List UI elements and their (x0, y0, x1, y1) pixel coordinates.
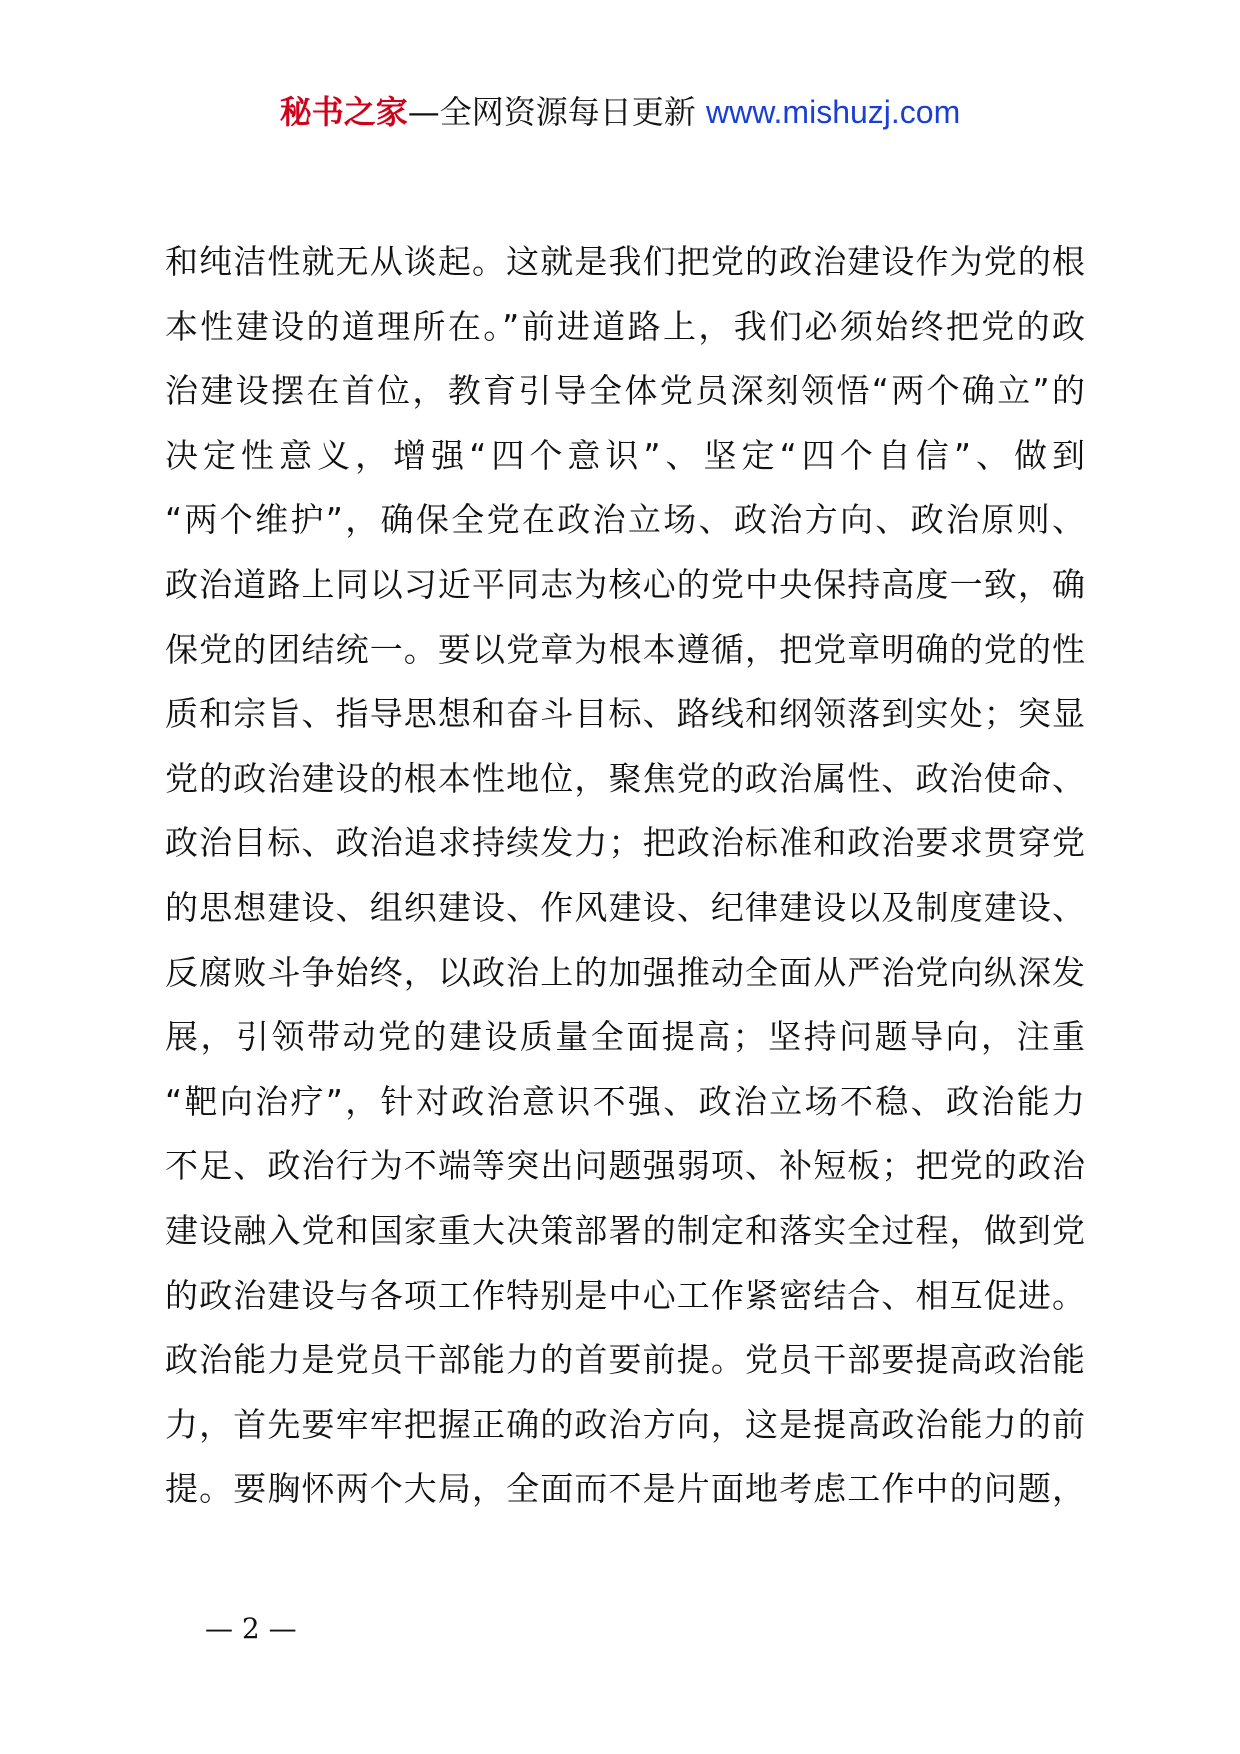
text-line: 展，引领带动党的建设质量全面提高；坚持问题导向，注重 (165, 1017, 1085, 1057)
text-line: 政治道路上同以习近平同志为核心的党中央保持高度一致，确 (165, 564, 1085, 604)
text-line: 本性建设的道理所在。”前进道路上，我们必须始终把党的政 (165, 306, 1085, 346)
text-line: 党的政治建设的根本性地位，聚焦党的政治属性、政治使命、 (165, 758, 1085, 798)
body-text (165, 240, 1085, 1532)
text-line: 建设融入党和国家重大决策部署的制定和落实全过程，做到党 (165, 1210, 1085, 1250)
text-line: 治建设摆在首位，教育引导全体党员深刻领悟“两个确立”的 (165, 371, 1085, 411)
text-line: 和纯洁性就无从谈起。这就是我们把党的政治建设作为党的根 (165, 242, 1085, 281)
page-number: — 2 — (205, 1612, 297, 1645)
text-line: 不足、政治行为不端等突出问题强弱项、补短板；把党的政治 (165, 1146, 1085, 1186)
header-slogan: —全网资源每日更新 (407, 93, 696, 131)
text-line: 政治目标、政治追求持续发力；把政治标准和政治要求贯穿党 (165, 823, 1085, 863)
website-url[interactable]: www.mishuzj.com (705, 94, 961, 130)
text-line: 力，首先要牢牢把握正确的政治方向，这是提高政治能力的前 (165, 1404, 1085, 1444)
brand-name: 秘书之家 (279, 93, 408, 131)
text-line: 的思想建设、组织建设、作风建设、纪律建设以及制度建设、 (165, 887, 1085, 927)
text-line: 质和宗旨、指导思想和奋斗目标、路线和纲领落到实处；突显 (165, 694, 1085, 734)
text-line: 的政治建设与各项工作特别是中心工作紧密结合、相互促进。 (165, 1275, 1085, 1315)
page-header (0, 92, 1240, 132)
text-line: “靶向治疗”，针对政治意识不强、政治立场不稳、政治能力 (165, 1081, 1085, 1121)
text-line: 保党的团结统一。要以党章为根本遵循，把党章明确的党的性 (165, 629, 1085, 669)
text-line: 政治能力是党员干部能力的首要前提。党员干部要提高政治能 (165, 1340, 1085, 1380)
text-line: 决定性意义，增强“四个意识”、坚定“四个自信”、做到 (165, 435, 1085, 475)
text-line: 反腐败斗争始终，以政治上的加强推动全面从严治党向纵深发 (165, 952, 1085, 992)
text-line: “两个维护”，确保全党在政治立场、政治方向、政治原则、 (165, 500, 1085, 540)
text-line: 提。要胸怀两个大局，全面而不是片面地考虑工作中的问题， (165, 1469, 1085, 1509)
